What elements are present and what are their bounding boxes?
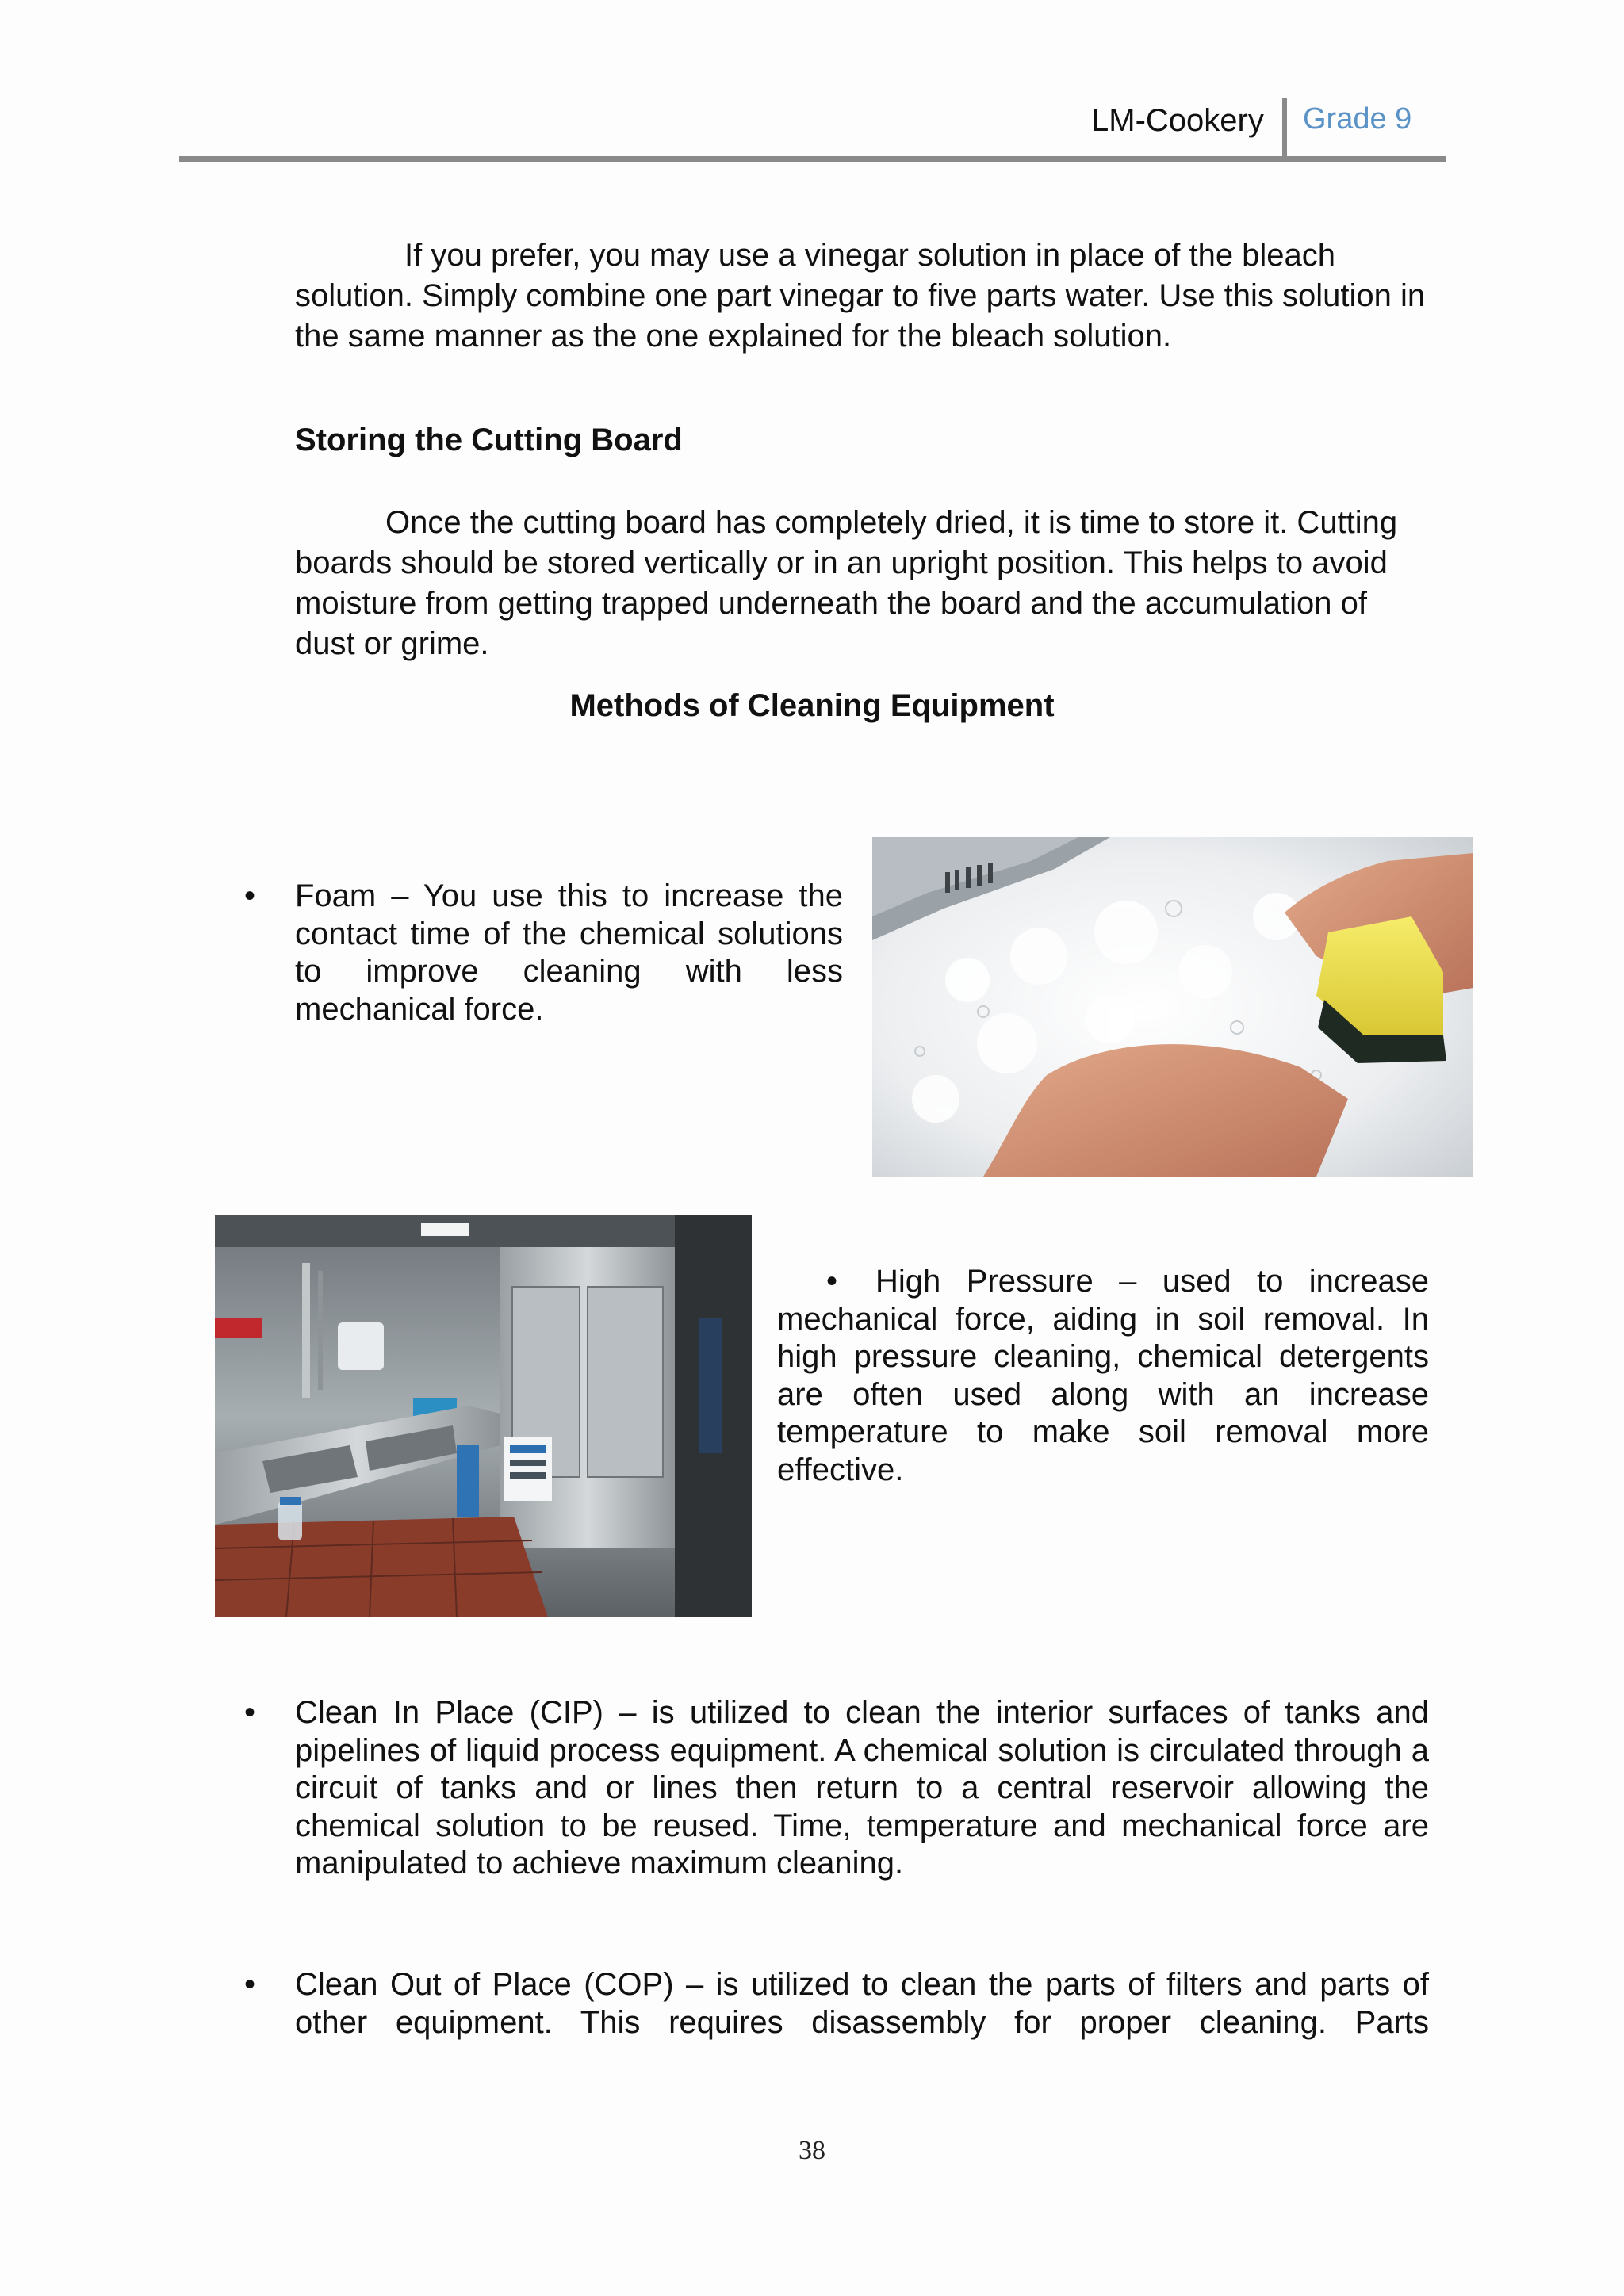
cop-bullet: Clean Out of Place (COP) – is utilized to clean the parts of filters and parts of other equipment. This requires disassembly for proper cleaning. Parts [295,1967,1429,2040]
bullet-marker: • [244,1695,256,1730]
bullet-marker: • [244,878,256,913]
header-grade: Grade 9 [1303,102,1412,136]
dishwashing-room-photo [215,1215,752,1617]
bullet-marker: • [826,1264,838,1299]
header-divider [1282,98,1287,159]
foam-bullet: Foam – You use this to increase the contact time of the chemical solutions to improve cleaning with less mechanical force. [295,878,843,1027]
intro-paragraph: If you prefer, you may use a vinegar solution in place of the bleach solution. Simply combine one part vinegar to five parts water. Use this solution in the same manner as the one explained for the bleach solution. [295,238,1426,354]
storing-paragraph: Once the cutting board has completely dried, it is time to store it. Cutting boards should be stored vertically or in an upright position. This helps to avoid moisture from getting trapped underneath the board and the accumulation of dust or grime. [295,505,1398,661]
bullet-marker: • [244,1967,256,2002]
header-rule [179,156,1446,162]
cip-bullet: Clean In Place (CIP) – is utilized to clean the interior surfaces of tanks and pipelines of liquid process equipment. A chemical solution is circulated through a circuit of tanks and or lines then return to a central reservoir allowing the chemical solution to be reused. Time, temperature and mechanical force are manipulated to achieve maximum cleaning. [295,1695,1429,1881]
high-pressure-bullet: High Pressure – used to increase mechanical force, aiding in soil removal. In high pressure cleaning, chemical detergents are often used along with an increase temperature to make soil removal more effective. [777,1264,1429,1487]
foam-washing-photo [872,837,1473,1177]
header-title: LM-Cookery [1091,103,1264,138]
page-number: 38 [799,2136,825,2165]
methods-heading: Methods of Cleaning Equipment [569,688,1055,723]
storing-heading: Storing the Cutting Board [295,423,683,457]
